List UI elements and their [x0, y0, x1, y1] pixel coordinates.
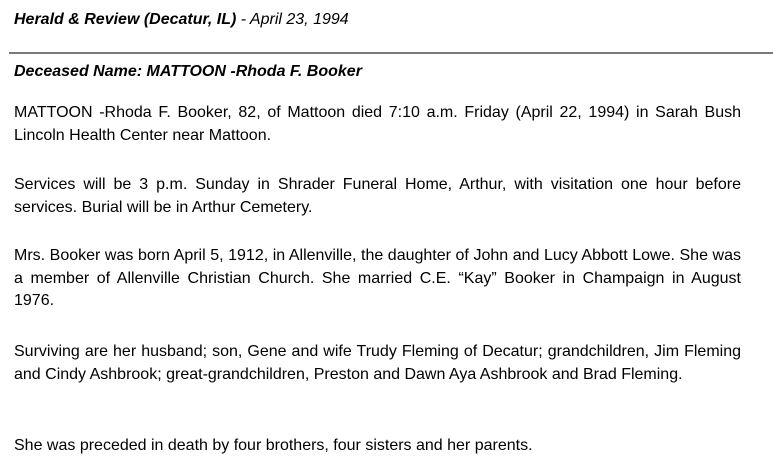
obituary-paragraph-survivors: Surviving are her husband; son, Gene and wife Trudy Fleming of Decatur; grandchildren, Jim Fleming and Cindy Ashbrook; great-grandchildren, Preston and Dawn Aya Ashbrook and Brad Fleming. [14, 343, 741, 383]
newspaper-name: Herald & Review (Decatur, IL) [14, 11, 237, 28]
source-header [14, 11, 349, 29]
obituary-paragraph-services: Services will be 3 p.m. Sunday in Shrader Funeral Home, Arthur, with visitation one hour before services. Burial will be in Arthur Cemetery. [14, 176, 741, 216]
deceased-name-heading: Deceased Name: MATTOON -Rhoda F. Booker [14, 63, 362, 80]
obituary-paragraph-preceded: She was preceded in death by four brothers, four sisters and her parents. [14, 437, 533, 454]
obituary-paragraph-death: MATTOON -Rhoda F. Booker, 82, of Mattoon died 7:10 a.m. Friday (April 22, 1994) in Sarah Bush Lincoln Health Center near Mattoon. [14, 104, 741, 144]
publication-date: - April 23, 1994 [236, 11, 349, 28]
obituary-paragraph-biography: Mrs. Booker was born April 5, 1912, in Allenville, the daughter of John and Lucy Abbott Lowe. She was a member of Allenville Christian Church. She married C.E. “Kay” Booker in Champaign in August 1976. [14, 247, 741, 309]
header-divider [9, 52, 773, 54]
